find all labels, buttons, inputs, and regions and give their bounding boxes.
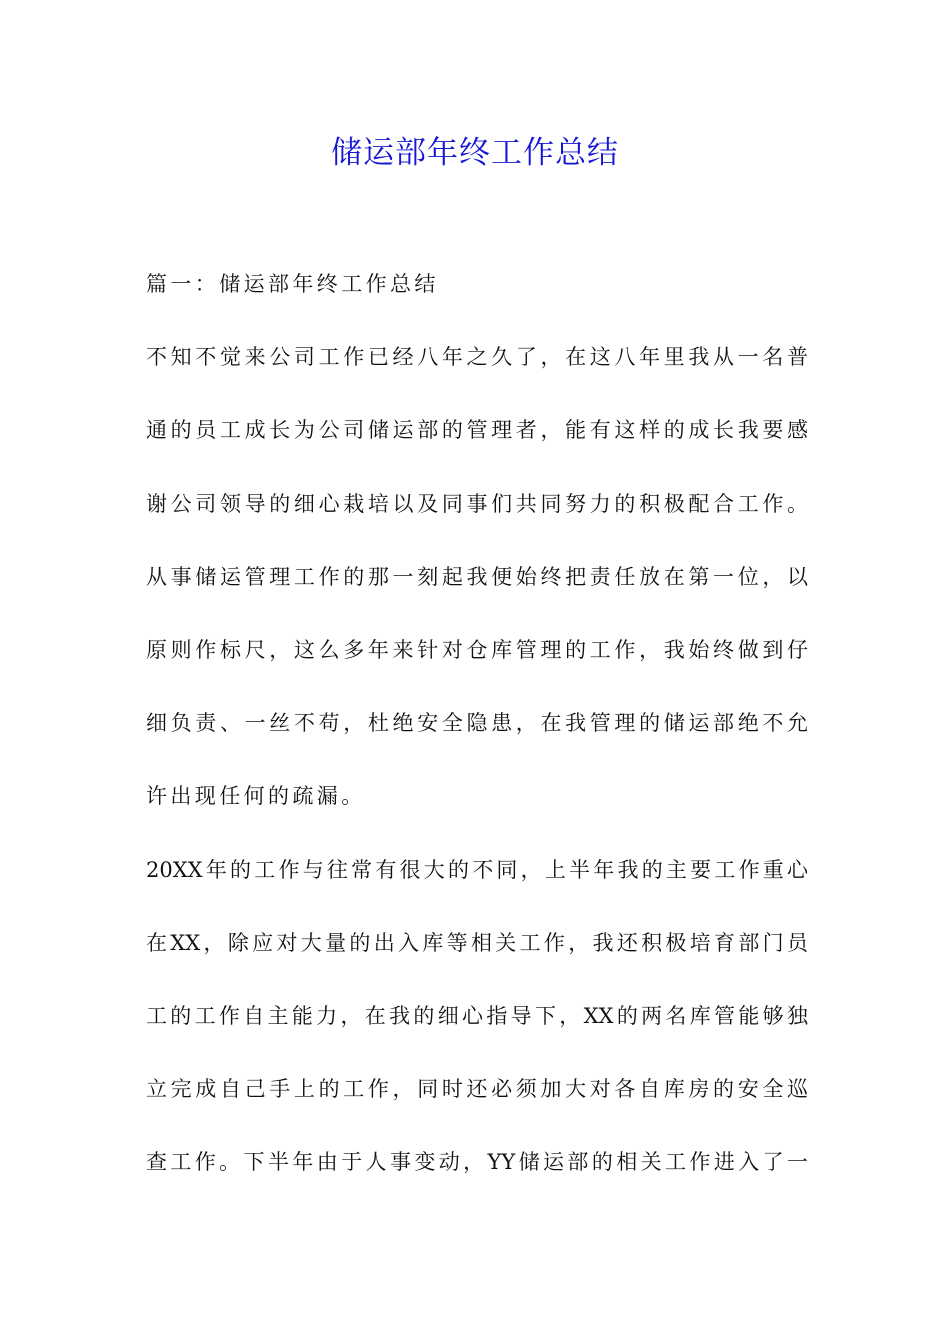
body-line: 许出现任何的疏漏。 bbox=[146, 784, 366, 809]
body-line: 查工作。下半年由于人事变动，YY储运部的相关工作进入了一 bbox=[146, 1150, 808, 1175]
body-line: 原则作标尺，这么多年来针对仓库管理的工作，我始终做到仔 bbox=[146, 637, 808, 662]
body-line: 立完成自己手上的工作，同时还必须加大对各自库房的安全巡 bbox=[146, 1077, 808, 1102]
body-line: 通的员工成长为公司储运部的管理者，能有这样的成长我要感 bbox=[146, 418, 808, 443]
body-line: 从事储运管理工作的那一刻起我便始终把责任放在第一位，以 bbox=[146, 564, 808, 589]
document-body bbox=[146, 262, 808, 1213]
body-line: 工的工作自主能力，在我的细心指导下，XX的两名库管能够独 bbox=[146, 1003, 808, 1028]
body-line: 谢公司领导的细心栽培以及同事们共同努力的积极配合工作。 bbox=[146, 491, 808, 516]
body-line: 20XX年的工作与往常有很大的不同，上半年我的主要工作重心 bbox=[146, 857, 808, 882]
body-line: 细负责、一丝不苟，杜绝安全隐患，在我管理的储运部绝不允 bbox=[146, 711, 808, 736]
body-line: 在XX，除应对大量的出入库等相关工作，我还积极培育部门员 bbox=[146, 930, 808, 955]
section-heading: 篇一：储运部年终工作总结 bbox=[146, 272, 439, 296]
body-line: 不知不觉来公司工作已经八年之久了，在这八年里我从一名普 bbox=[146, 345, 808, 370]
document-title: 储运部年终工作总结 bbox=[331, 135, 619, 171]
